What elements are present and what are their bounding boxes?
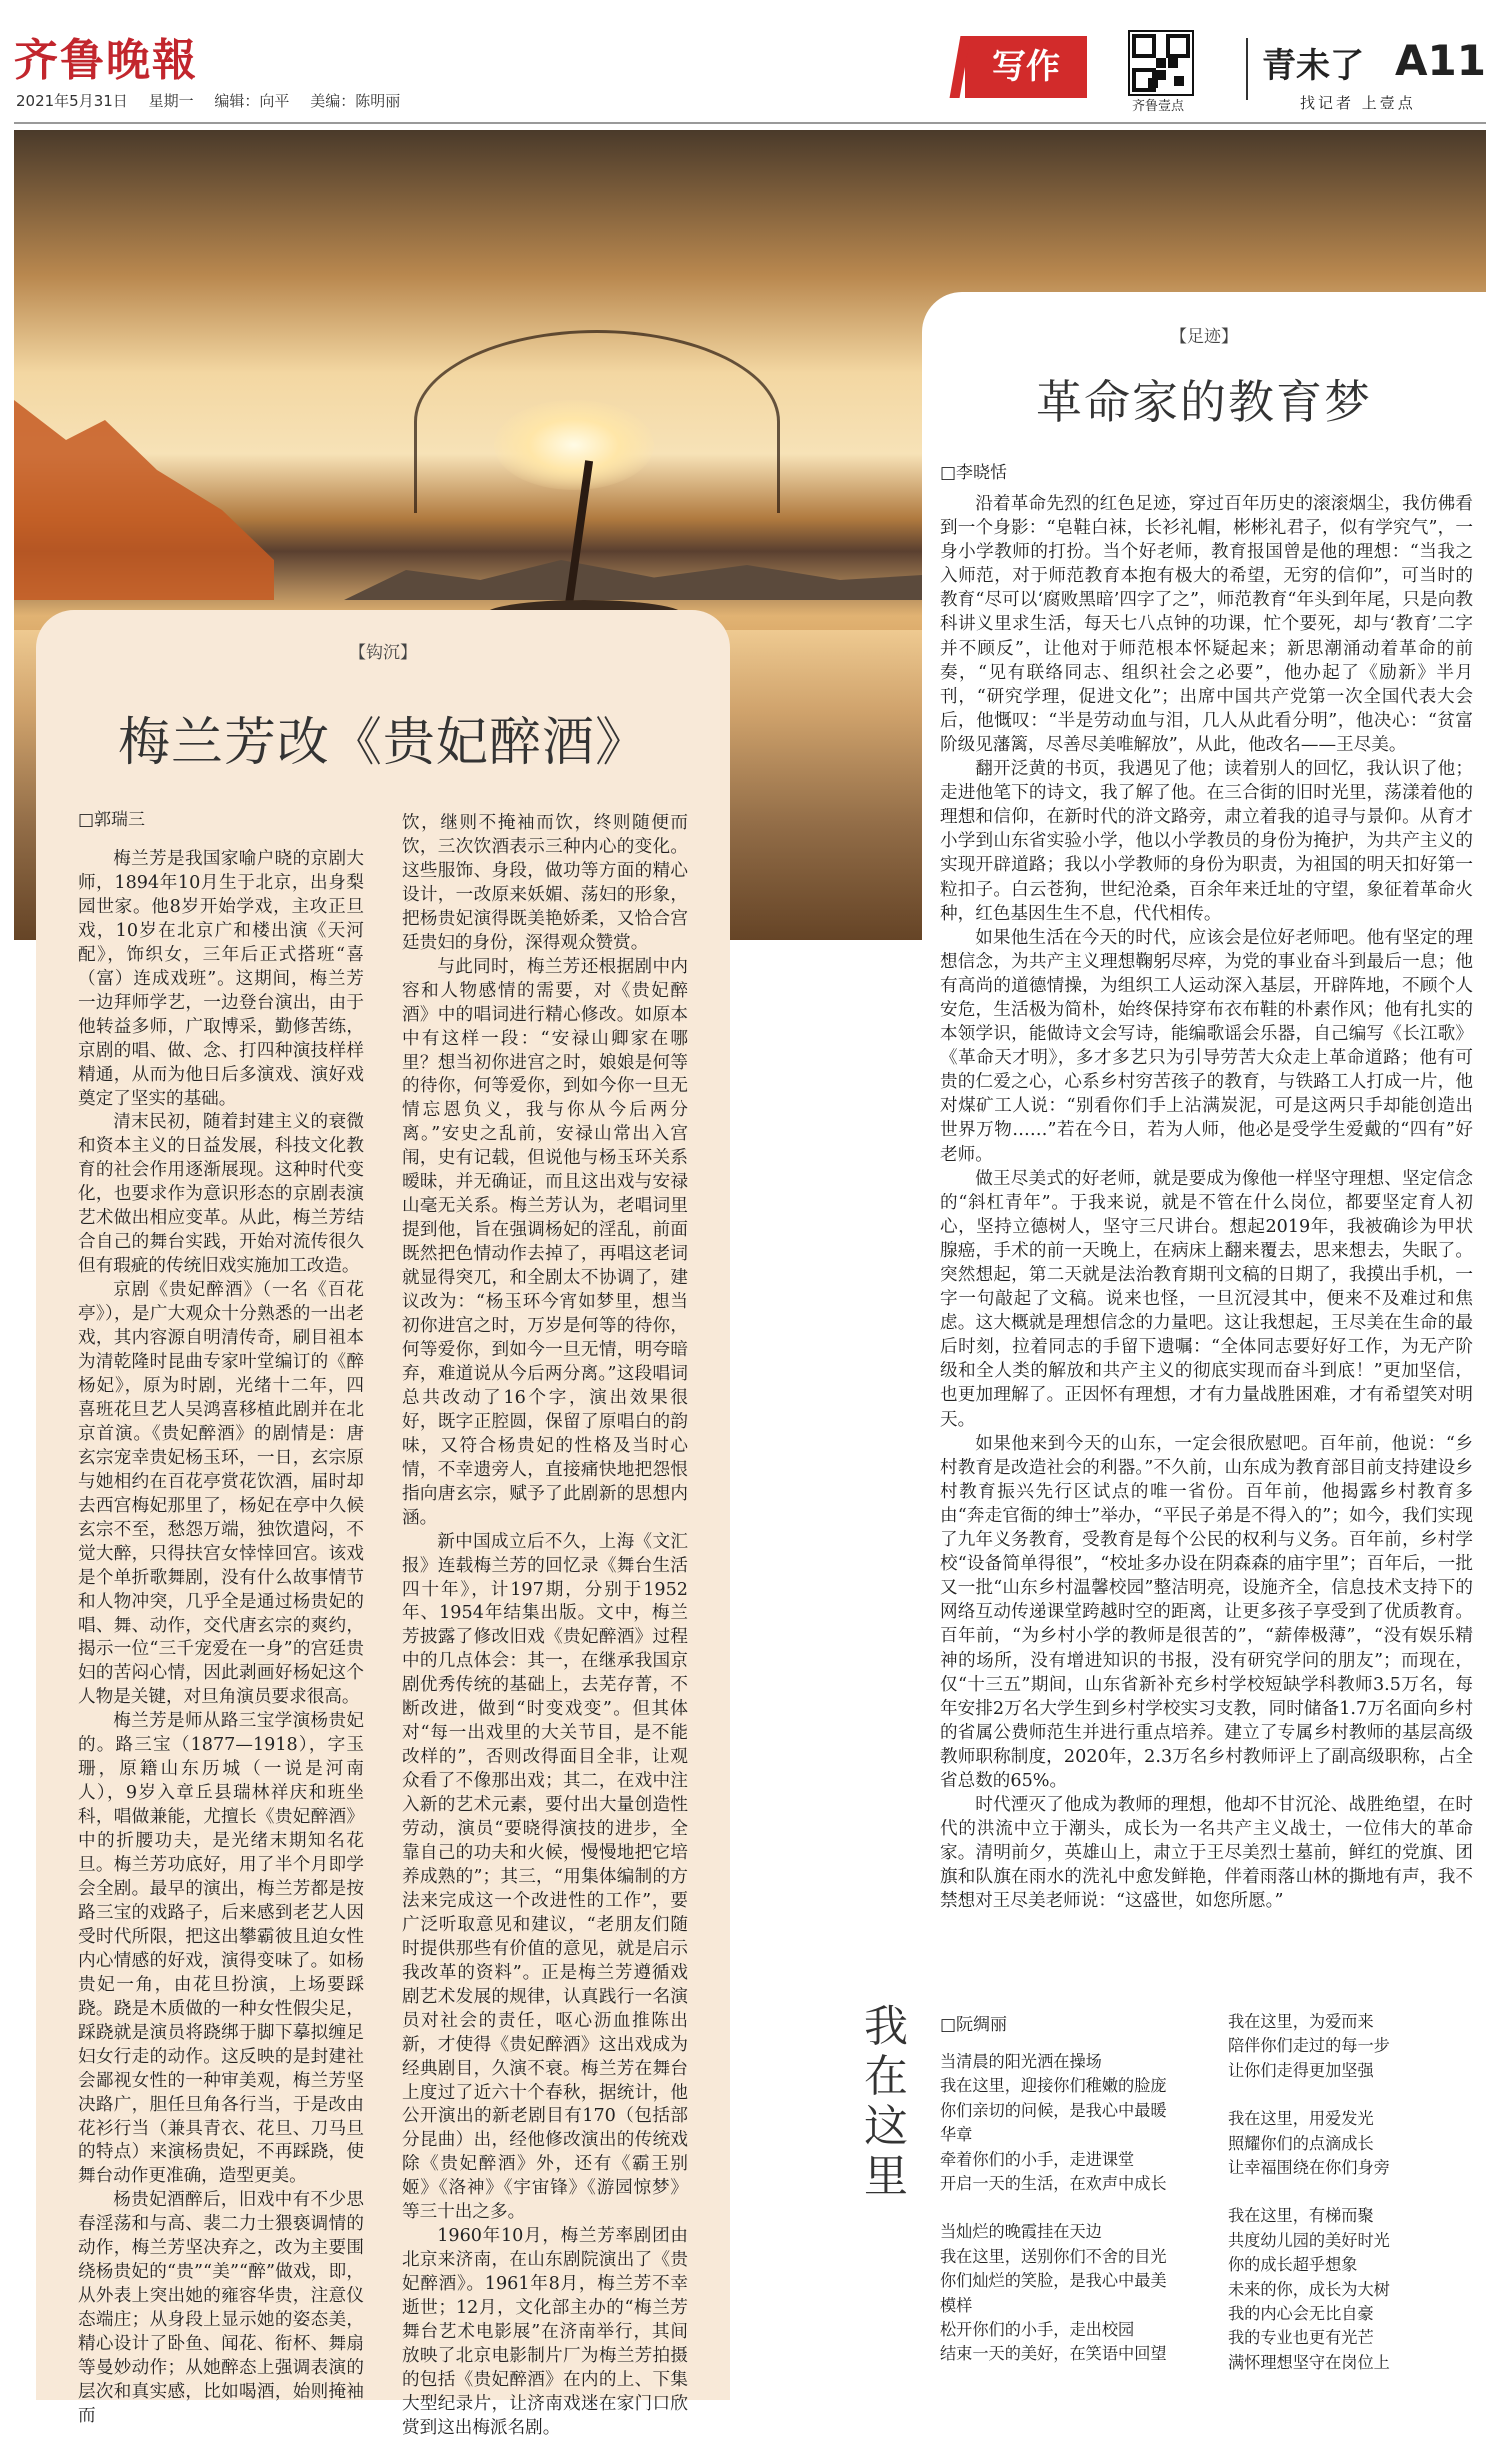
left-article-column-2 (402, 812, 688, 2438)
qr-code-icon[interactable] (1128, 30, 1194, 96)
dateline (16, 90, 416, 111)
paragraph: 沿着革命先烈的红色足迹，穿过百年历史的滚滚烟尘，我仿佛看到一个身影：“皂鞋白袜，长衫礼帽，彬彬礼君子，似有学究气”，一身小学教师的打扮。当个好老师，教育报国曾是他的理想：“当我之入师范，对于师范教育本抱有极大的希望，无穷的信仰”，可当时的教育“尽可以‘腐败黑暗’四字了之”，师范教育“年头到年尾，只是向教科讲义里求生活，每天七八点钟的功课，忙个要死，却与‘教育’二字并不顾反”，让他对于师范根本怀疑起来；新思潮涌动着革命的前奏，“见有联络同志、组织社会之必要”，他办起了《励新》半月刊，“研究学理，促进文化”；出席中国共产党第一次全国代表大会后，他慨叹：“半是劳动血与泪，几人从此看分明”，他决心：“贫富阶级见藩篱，尽善尽美唯解放”，从此，他改名——王尽美。 (940, 494, 1473, 755)
poem-stanza: 当清晨的阳光洒在操场 我在这里，迎接你们稚嫩的脸庞 你们亲切的问候，是我心中最暖 华章 牵着你们的小手，走进课堂 开启一天的生活，在欢声中成长 (940, 2052, 1167, 2194)
right-article-body (940, 492, 1473, 1932)
section-tag: 写作 (965, 36, 1087, 98)
paragraph: 杨贵妃酒醉后，旧戏中有不少思春淫荡和与高、裴二力士猥亵调情的动作，梅兰芳坚决弃之，改为主要围绕杨贵妃的“贵”“美”“醉”做戏，即，从外表上突出她的雍容华贵，注意仪态端庄；从身段上显示她的姿态美，精心设计了卧鱼、闻花、衔杯、舞扇等曼妙动作；从她醉态上强调表演的层次和真实感，比如喝酒，始则掩袖而 (78, 2190, 364, 2426)
paragraph: 新中国成立后不久，上海《文汇报》连载梅兰芳的回忆录《舞台生活四十年》，计197期，分别于1952年、1954年结集出版。文中，梅兰芳披露了修改旧戏《贵妃醉酒》过程中的几点体会：其一，在继承我国京剧优秀传统的基础上，去芜存菁，不断改进，做到“时变戏变”。但其体对“每一出戏里的大关节目，是不能改样的”，否则改得面目全非，让观众看了不像那出戏；其二，在戏中注入新的艺术元素，要付出大量创造性劳动，演员“要晓得演技的进步，全靠自己的功夫和火候，慢慢地把它培养成熟的”；其三，“用集体编制的方法来完成这一个改进性的工作”，要广泛听取意见和建议，“老朋友们随时提供那些有价值的意见，就是启示我改革的资料”。正是梅兰芳遵循戏剧艺术发展的规律，认真践行一名演员对社会的责任，呕心沥血推陈出新，才使得《贵妃醉酒》这出戏成为经典剧目，久演不衰。梅兰芳在舞台上度过了近六十个春秋，据统计，他公开演出的新老剧目有170（包括部分昆曲）出，经他修改演出的传统戏除《贵妃醉酒》外，还有《霸王别姬》《洛神》《宇宙锋》《游园惊梦》等三十出之多。 (402, 1531, 688, 2223)
paragraph: 梅兰芳是我国家喻户晓的京剧大师，1894年10月生于北京，出身梨园世家。他8岁开始学戏，主攻正旦戏，10岁在北京广和楼出演《天河配》，饰织女，三年后正式搭班“喜（富）连成戏班”。这期间，梅兰芳一边拜师学艺，一边登台演出，由于他转益多师，广取博采，勤修苦练，京剧的唱、做、念、打四种演技样样精通，从而为他日后多演戏、演好戏奠定了坚实的基础。 (78, 849, 364, 1109)
poem-stanza: 我在这里，为爱而来 陪伴你们走过的每一步 让你们走得更加坚强 (1228, 2012, 1390, 2080)
left-article-column-tag: 【钩沉】 (349, 643, 417, 663)
right-article-author: □李晓恬 (940, 463, 1008, 483)
poem-author: □阮绸丽 (940, 2015, 1008, 2035)
poem-stanza: 我在这里，有梯而聚 共度幼儿园的美好时光 你的成长超乎想象 未来的你，成长为大树 我的内心会无比自豪 我的专业也更有光芒 满怀理想坚守在岗位上 (1228, 2206, 1390, 2372)
newspaper-masthead: 齐鲁晚報 (14, 35, 198, 86)
right-article-column-tag: 【足迹】 (1170, 327, 1238, 347)
header-divider (1246, 38, 1248, 100)
poem-stanza: 当灿烂的晚霞挂在天边 我在这里，送别你们不舍的目光 你们灿烂的笑脸，是我心中最美 模样 松开你们的小手，走出校园 结束一天的美好，在笑语中回望 (940, 2222, 1167, 2364)
poem-column-1 (940, 2050, 1202, 2391)
paragraph: 1960年10月，梅兰芳率剧团由北京来济南，在山东剧院演出了《贵妃醉酒》。1961年8月，梅兰芳不幸逝世；12月，文化部主办的“梅兰芳舞台艺术电影展”在济南举行，其间放映了北京电影制片厂为梅兰芳拍摄的包括《贵妃醉酒》在内的上、下集大型纪录片，让济南戏迷在家门口欣赏到这出梅派名剧。 (402, 2226, 688, 2438)
paragraph: 京剧《贵妃醉酒》（一名《百花亭》），是广大观众十分熟悉的一出老戏，其内容源自明清传奇，刷目祖本为清乾隆时昆曲专家叶堂编订的《醉杨妃》，原为时剧，光绪十二年，四喜班花旦艺人吴鸿喜移植此剧并在北京首演。《贵妃醉酒》的剧情是：唐玄宗宠幸贵妃杨玉环，一日，玄宗原与她相约在百花亭赏花饮酒，届时却去西宫梅妃那里了，杨妃在亭中久候玄宗不至，愁怨万端，独饮遣闷，不觉大醉，只得扶宫女悻悻回宫。该戏是个单折歌舞剧，没有什么故事情节和人物冲突，几乎全是通过杨贵妃的唱、舞、动作，交代唐玄宗的爽约，揭示一位“三千宠爱在一身”的宫廷贵妇的苦闷心情，因此剥画好杨妃这个人物是关键，对旦角演员要求很高。 (78, 1280, 364, 1708)
paragraph: 做王尽美式的好老师，就是要成为像他一样坚守理想、坚定信念的“斜杠青年”。于我来说，就是不管在什么岗位，都要坚定育人初心，坚持立德树人，坚守三尺讲台。想起2019年，我被确诊为甲状腺癌，手术的前一天晚上，在病床上翻来覆去，思来想去，失眠了。突然想起，第二天就是法治教育期刊文稿的日期了，我摸出手机，一字一句敲起了文稿。说来也怪，一旦沉浸其中，便来不及难过和焦虑。这大概就是理想信念的力量吧。这让我想起，王尽美在生命的最后时刻，拉着同志的手留下遗嘱：“全体同志要好好工作，为无产阶级和全人类的解放和共产主义的彻底实现而奋斗到底！”更加坚信，也更加理解了。正因怀有理想，才有力量战胜困难，才有希望笑对明天。 (940, 1168, 1473, 1430)
paragraph: 如果他生活在今天的时代，应该会是位好老师吧。他有坚定的理想信念，为共产主义理想鞠躬尽瘁，为党的事业奋斗到最后一息；他有高尚的道德情操，为组织工人运动深入基层，开辟阵地，不顾个人安危，生活极为简朴，始终保持穿布衣布鞋的朴素作风；他有扎实的本领学识，能做诗文会写诗，能编歌谣会乐器，自己编写《长江歌》《革命天才明》，多才多艺只为引导劳苦大众走上革命道路；他有可贵的仁爱之心，心系乡村穷苦孩子的教育，与铁路工人打成一片，他对煤矿工人说：“别看你们手上沾满炭泥，可是这两只手却能创造出世界万物……”若在今日，若为人师，他必是受学生爱戴的“四有”好老师。 (940, 927, 1473, 1165)
left-article-title: 梅兰芳改《贵妃醉酒》 (117, 713, 648, 773)
paragraph: 如果他来到今天的山东，一定会很欣慰吧。百年前，他说：“乡村教育是改造社会的利器。”不久前，山东成为教育部目前支持建设乡村教育振兴先行区试点的唯一省份。百年前，他揭露乡村教育多由“奔走官衙的绅士”举办，“平民子弟是不得入的”；如今，我们实现了九年义务教育，受教育是每个公民的权利与义务。百年前，乡村学校“设备简单得很”，“校址多办设在阴森森的庙宇里”；百年后，一批又一批“山东乡村温馨校园”整洁明亮，设施齐全，信息技术支持下的网络互动传递课堂跨越时空的距离，让更多孩子享受到了优质教育。百年前，“为乡村小学的教师是很苦的”，“薪俸极薄”，“没有娱乐精神的场所，没有增进知识的书报，没有研究学问的朋友”；而现在，仅“十三五”期间，山东省新补充乡村学校短缺学科教师3.5万名，每年安排2万名大学生到乡村学校实习支教，同时储备1.7万名面向乡村的省属公费师范生并进行重点培养。建立了专属乡村教师的基层高级教师职称制度，2020年，2.3万名乡村教师评上了副高级职称，占全省总数的65%。 (940, 1433, 1473, 1791)
agency-line: 找记者 上壹点 (1300, 94, 1416, 112)
right-article-title: 革命家的教育梦 (1036, 375, 1372, 429)
editor-credit: 编辑：向平 (214, 92, 290, 110)
page-number: A11 (1395, 36, 1486, 85)
paragraph: 翻开泛黄的书页，我遇见了他；读着别人的回忆，我认识了他；走进他笔下的诗文，我了解了他。在三合街的旧时光里，荡漾着他的理想和信仰，在新时代的浒文路旁，肃立着我的追寻与景仰。从育才小学到山东省实验小学，他以小学教员的身份为掩护，为共产主义的实现开辟道路；我以小学教师的身份为职责，为祖国的明天扣好第一粒扣子。白云苍狗，世纪沧桑，百余年来迁址的守望，象征着革命火种，红色基因生生不息，代代相传。 (940, 759, 1473, 924)
designer-credit: 美编：陈明丽 (310, 92, 401, 110)
paragraph: 时代湮灭了他成为教师的理想，他却不甘沉沦、战胜绝望，在时代的洪流中立于潮头，成长为一名共产主义战士，一位伟大的革命家。清明前夕，英雄山上，肃立于王尽美烈士墓前，鲜红的党旗、团旗和队旗在雨水的洗礼中愈发鲜艳，伴着雨落山林的撕地有声，我不禁想对王尽美老师说：“这盛世，如您所愿。” (940, 1795, 1473, 1912)
issue-weekday: 星期一 (148, 92, 194, 110)
paragraph: 与此同时，梅兰芳还根据剧中内容和人物感情的需要，对《贵妃醉酒》中的唱词进行精心修改。如原本中有这样一段：“安禄山卿家在哪里？想当初你进宫之时，娘娘是何等的待你，何等爱你，到如今你一旦无情忘恩负义，我与你从今后两分离。”安史之乱前，安禄山常出入宫闱，史有记载，但说他与杨玉环关系暧昧，并无确证，而且这出戏与安禄山毫无关系。梅兰芳认为，老唱词里提到他，旨在强调杨妃的淫乱，前面既然把色情动作去掉了，再唱这老词就显得突兀，和全剧太不协调了，建议改为：“杨玉环今宵如梦里，想当初你进宫之时，万岁是何等的待你，何等爱你，到如今一旦无情，明夸暗弃，难道说从今后两分离。”这段唱词总共改动了16个字，演出效果很好，既字正腔圆，保留了原唱白的韵味，又符合杨贵妃的性格及当时心情，不幸遗旁人，直接痛快地把怨恨指向唐玄宗，赋予了此剧新的思想内涵。 (402, 956, 688, 1528)
paragraph: 清末民初，随着封建主义的衰微和资本主义的日益发展，科技文化教育的社会作用逐渐展现。这种时代变化，也要求作为意识形态的京剧表演艺术做出相应变革。从此，梅兰芳结合自己的舞台实践，开始对流传很久但有瑕疵的传统旧戏实施加工改造。 (78, 1112, 364, 1277)
poem-stanza: 我在这里，用爱发光 照耀你们的点滴成长 让幸福围绕在你们身旁 (1228, 2109, 1390, 2178)
paragraph: 饮，继则不掩袖而饮，终则随便而饮，三次饮酒表示三种内心的变化。这些服饰、身段，做功等方面的精心设计，一改原来妖媚、荡妇的形象，把杨贵妃演得既美艳娇柔，又恰合宫廷贵妇的身份，深得观众赞赏。 (402, 813, 688, 953)
qr-label: 齐鲁壹点 (1132, 99, 1185, 114)
paragraph: 梅兰芳是师从路三宝学演杨贵妃的。路三宝（1877—1918），字玉珊，原籍山东历城（一说是河南人），9岁入章丘县瑞林祥庆和班坐科，唱做兼能，尤擅长《贵妃醉酒》中的折腰功夫，是光绪末期知名花旦。梅兰芳功底好，用了半个月即学会全剧。最早的演出，梅兰芳都是按路三宝的戏路子，后来感到老艺人因受时代所限，把这出攀霸彼且迫女性内心情感的好戏，演得变味了。如杨贵妃一角，由花旦扮演，上场要踩跷。跷是木质做的一种女性假尖足，踩跷就是演员将跷绑于脚下摹拟缠足妇女行走的动作。这反映的是封建社会鄙视女性的一种审美观，梅兰芳坚决路广，胆任旦角各行当，于是改由花衫行当（兼具青衣、花旦、刀马旦的特点）来演杨贵妃，不再踩跷，使舞台动作更准确，造型更美。 (78, 1711, 364, 2187)
issue-date: 2021年5月31日 (16, 92, 128, 110)
poem-column-2 (1228, 2010, 1490, 2399)
left-article-column-1 (78, 848, 364, 2426)
page-section-name: 青未了 (1262, 46, 1364, 86)
poem-title: 我在这里 (864, 2001, 908, 2202)
header-rule (14, 122, 1486, 124)
left-article-author: □郭瑞三 (78, 810, 146, 830)
